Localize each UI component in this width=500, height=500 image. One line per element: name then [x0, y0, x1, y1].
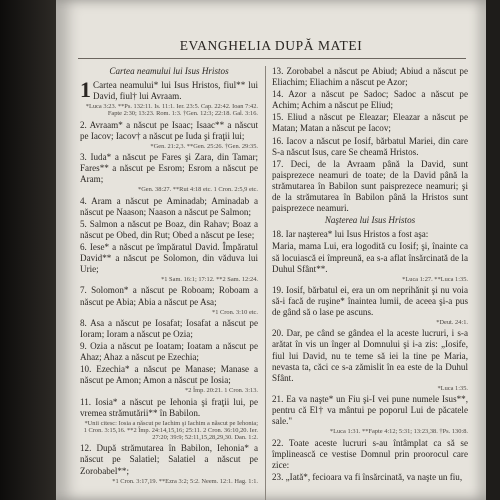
verse: 11. Iosia* a născut pe Iehonia şi fraţii lui, pe vremea strămutării** în Babilon. — [80, 396, 258, 418]
verse: 17. Deci, de la Avraam până la David, sunt paisprezece neamuri de toate; de la David până la strămutarea în Babilon sunt paisprezece neamuri; şi de la strămutarea în Babilon până la Hristos sunt paisprezece neamuri. — [272, 158, 468, 214]
section-heading: Naşterea lui Isus Hristos — [324, 215, 416, 226]
verse: 10. Ezechia* a născut pe Manase; Manase a născut pe Amon; Amon a născut pe Iosia; — [80, 364, 258, 386]
verse: 12. După strămutarea în Babilon, Iehonia* a născut pe Salatiel; Salatiel a născut pe Zorobabel**; — [80, 443, 258, 476]
verse: 7. Solomon* a născut pe Roboam; Roboam a născut pe Abia; Abia a născut pe Asa; — [80, 285, 258, 307]
cross-reference: *1 Sam. 16:1; 17:12. **2 Sam. 12:24. — [161, 276, 258, 284]
verse: 8. Asa a născut pe Iosafat; Iosafat a născut pe Ioram; Ioram a născut pe Ozia; — [80, 317, 258, 339]
verse: 14. Azor a născut pe Sadoc; Sadoc a născut pe Achim; Achim a născut pe Eliud; — [272, 89, 468, 111]
verse: 4. Aram a născut pe Aminadab; Aminadab a născut pe Naason; Naason a născut pe Salmon; — [80, 195, 258, 217]
cross-reference: *1 Cron. 3:17,19. **Ezra 3:2; 5:2. Neem. 12:1. Hag. 1:1. — [112, 477, 258, 485]
verse: 19. Iosif, bărbatul ei, era un om neprihănit şi nu voia să-i facă de ruşine* înaintea lumii, de aceea şi-a pus de gând să o lase pe ascuns. — [272, 284, 468, 318]
cross-reference: *Luca 3:23. **Ps. 132:11. Is. 11:1. Ier. 23:5. Cap. 22:42. Ioan 7:42. Fapte 2:30; 13:23. Rom. 1:3. †Gen. 12:3; 22:18. Gal. 3:16. — [85, 103, 258, 118]
verse: 6. Iese* a născut pe împăratul David. Împăratul David** a născut pe Solomon, din văduva lui Urie; — [80, 241, 258, 275]
verse: 5. Salmon a născut pe Boaz, din Rahav; Boaz a născut pe Obed, din Rut; Obed a născut pe Iese; — [80, 218, 258, 240]
cross-reference: *Luca 1:31. **Fapte 4:12; 5:31; 13:23,38. †Ps. 130:8. — [329, 428, 468, 436]
verse: Maria, mama Lui, era logodită cu Iosif; şi, înainte ca să locuiască ei împreună, ea s-a aflat însărcinată de la Duhul Sfânt**. — [272, 241, 468, 274]
cross-reference: *2 Împ. 20:21. 1 Cron. 3:13. — [185, 387, 258, 395]
cross-reference: *Deut. 24:1. — [436, 319, 468, 327]
verse: 21. Ea va naşte* un Fiu şi-I vei pune numele Isus**, pentru că El† va mântui pe poporul Lui de păcatele sale." — [272, 394, 468, 427]
cross-reference: *Luca 1:27. **Luca 1:35. — [402, 275, 468, 283]
chapter-1-verse-1 — [80, 77, 258, 103]
verse: 18. Iar naşterea* lui Isus Hristos a fost aşa: — [272, 229, 429, 240]
bible-page — [56, 0, 486, 500]
left-column — [80, 66, 258, 487]
verse: 2. Avraam* a născut pe Isaac; Isaac** a născut pe Iacov; Iacov† a născut pe Iuda şi fraţii lui; — [80, 119, 258, 141]
book-spine-shadow — [0, 0, 56, 500]
verse: 23. „Iată*, fecioara va fi însărcinată, va naşte un fiu, — [272, 471, 463, 482]
cross-reference: *Gen. 21:2,3. **Gen. 25:26. †Gen. 29:35. — [150, 142, 258, 150]
cross-reference: *Luca 1:35. — [437, 384, 468, 392]
verse: 13. Zorobabel a născut pe Abiud; Abiud a născut pe Eliachim; Eliachim a născut pe Azor; — [272, 66, 468, 88]
chapter-number: 1 — [80, 77, 91, 103]
cross-reference: *1 Cron. 3:10 etc. — [212, 308, 258, 316]
verse: 22. Toate aceste lucruri s-au întâmplat ca să se împlinească ce vestise Domnul prin proorocul care zice: — [272, 437, 468, 470]
verse: 3. Iuda* a născut pe Fares şi Zara, din Tamar; Fares** a născut pe Esrom; Esrom a născut pe Aram; — [80, 152, 258, 185]
verse: 9. Ozia a născut pe Ioatam; Ioatam a născut pe Ahaz; Ahaz a născut pe Ezechia; — [80, 341, 258, 363]
verse: 15. Eliud a născut pe Eleazar; Eleazar a născut pe Matan; Matan a născut pe Iacov; — [272, 112, 468, 134]
cross-reference: *Unii citesc: Iosia a născut pe Iachim şi Iachim a născut pe Iehonia; 1 Cron. 3:15,16. **2 Împ. 24:14,15,16; 25:11. 2 Cron. 36:10,20. Ier. 27:20; 39:9; 52:11,15,28,29,30. Dan. 1:2. — [83, 419, 258, 442]
verse: 20. Dar, pe când se gândea el la aceste lucruri, i s-a arătat în vis un înger al Domnului şi i-a zis: „Iosife, fiul lui David, nu te teme să iei la tine pe Maria, nevasta ta, căci ce s-a zămislit în ea este de la Duhul Sfânt. — [272, 328, 468, 383]
column-divider — [265, 66, 266, 500]
section-heading: Cartea neamului lui Isus Hristos — [109, 66, 229, 76]
verse: 16. Iacov a născut pe Iosif, bărbatul Mariei, din care S-a născut Isus, care Se cheamă Hristos. — [272, 135, 468, 157]
right-column — [272, 66, 468, 484]
book-title: EVANGHELIA DUPĂ MATEI — [179, 38, 363, 53]
title-rule — [78, 58, 466, 59]
verse-text: Cartea neamului* lui Isus Hristos, fiul** lui David, fiul† lui Avraam. — [93, 80, 258, 102]
cross-reference: *Gen. 38:27. **Rut 4:18 etc. 1 Cron. 2:5,9 etc. — [138, 186, 258, 194]
